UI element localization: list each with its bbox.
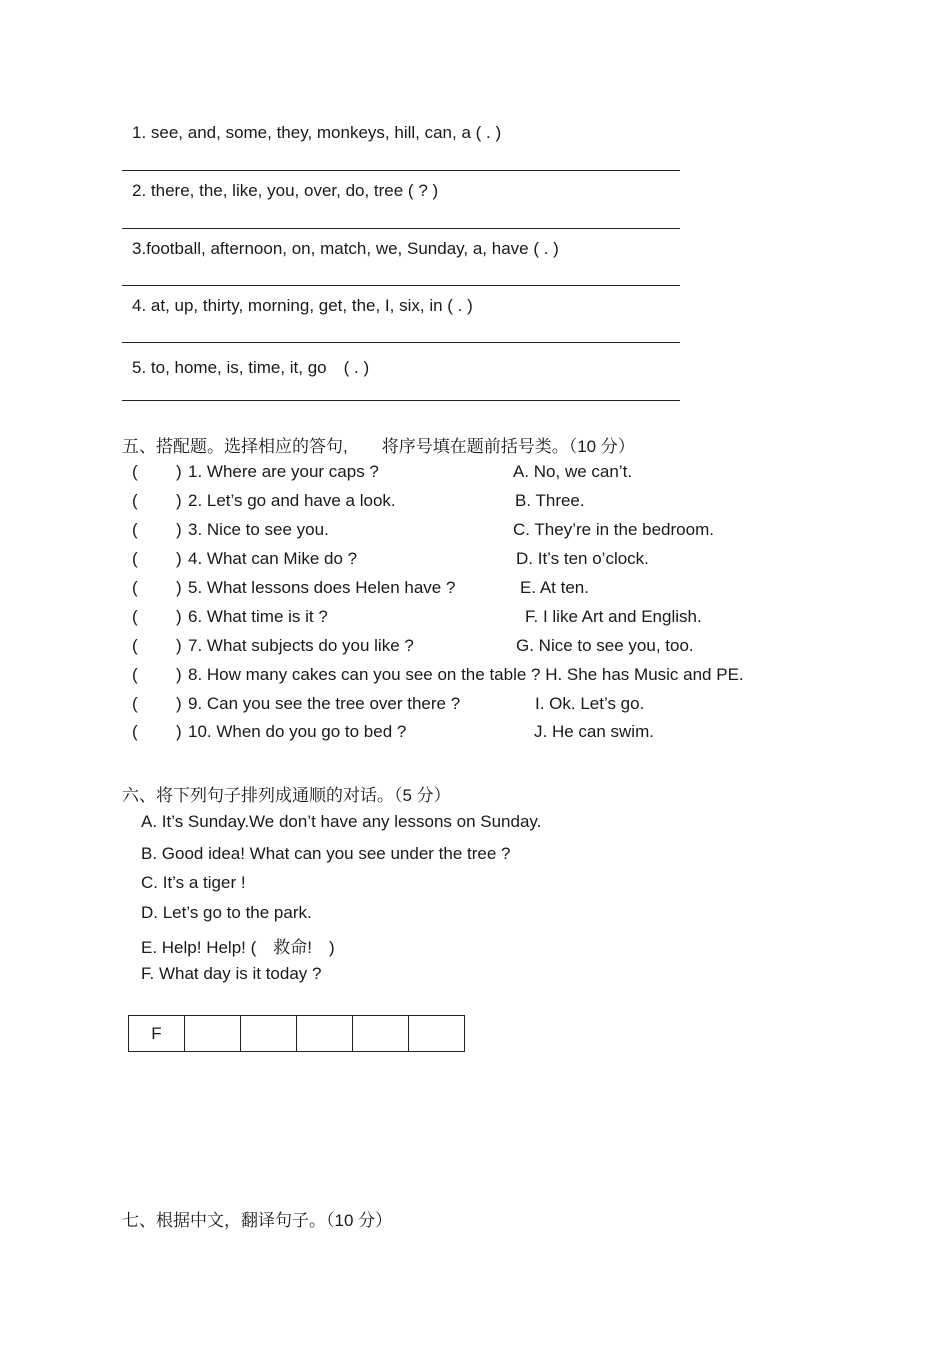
match-answer-e: E. At ten. <box>520 578 589 597</box>
match-answer-j: J. He can swim. <box>534 722 654 741</box>
match-answer-c: C. They’re in the bedroom. <box>513 520 714 539</box>
answer-paren-right: ) <box>176 694 182 713</box>
match-question-9: 9. Can you see the tree over there ? <box>188 694 461 713</box>
match-answer-i: I. Ok. Let’s go. <box>535 694 645 713</box>
answer-line-2[interactable] <box>122 228 680 229</box>
match-answer-f: F. I like Art and English. <box>525 607 702 626</box>
reorder-question-2: 2. there, the, like, you, over, do, tree ( ? ) <box>132 181 439 200</box>
answer-paren-left[interactable]: ( <box>132 607 138 626</box>
answer-paren-right: ) <box>176 578 182 597</box>
answer-paren-left[interactable]: ( <box>132 462 138 481</box>
order-answer-row <box>129 1016 465 1052</box>
answer-paren-right: ) <box>176 491 182 510</box>
match-question-7: 7. What subjects do you like ? <box>188 636 414 655</box>
answer-paren-right: ) <box>176 607 182 626</box>
answer-paren-right: ) <box>176 462 182 481</box>
answer-paren-left[interactable]: ( <box>132 520 138 539</box>
section-7-title: 七、根据中文，翻译句子。（10 分） <box>122 1211 393 1230</box>
answer-line-1[interactable] <box>122 170 680 171</box>
answer-paren-left[interactable]: ( <box>132 694 138 713</box>
match-question-10: 10. When do you go to bed ? <box>188 722 407 741</box>
answer-paren-left[interactable]: ( <box>132 491 138 510</box>
match-question-8: 8. How many cakes can you see on the table ? H. She has Music and PE. <box>188 665 744 684</box>
order-box-3[interactable] <box>241 1016 297 1052</box>
answer-paren-right: ) <box>176 520 182 539</box>
order-box-2[interactable] <box>185 1016 241 1052</box>
dialogue-sentence-d: D. Let’s go to the park. <box>141 903 312 922</box>
answer-line-5[interactable] <box>122 400 680 401</box>
dialogue-sentence-e: E. Help! Help! ( 救命! ) <box>141 938 335 957</box>
match-question-1: 1. Where are your caps ? <box>188 462 379 481</box>
dialogue-sentence-f: F. What day is it today ? <box>141 964 322 983</box>
reorder-question-3: 3.football, afternoon, on, match, we, Sunday, a, have ( . ) <box>132 239 559 258</box>
answer-paren-left[interactable]: ( <box>132 665 138 684</box>
answer-paren-right: ) <box>176 636 182 655</box>
match-question-5: 5. What lessons does Helen have ? <box>188 578 456 597</box>
section-6-title: 六、将下列句子排列成通顺的对话。（5 分） <box>122 786 451 805</box>
answer-paren-left[interactable]: ( <box>132 636 138 655</box>
match-answer-d: D. It’s ten o’clock. <box>516 549 649 568</box>
dialogue-sentence-c: C. It’s a tiger ! <box>141 873 246 892</box>
answer-paren-right: ) <box>176 549 182 568</box>
order-box-5[interactable] <box>353 1016 409 1052</box>
match-answer-b: B. Three. <box>515 491 585 510</box>
match-answer-a: A. No, we can’t. <box>513 462 633 481</box>
reorder-question-5: 5. to, home, is, time, it, go ( . ) <box>132 358 370 377</box>
order-box-1[interactable]: F <box>129 1016 185 1052</box>
order-answer-table <box>128 1015 465 1052</box>
reorder-question-1: 1. see, and, some, they, monkeys, hill, can, a ( . ) <box>132 123 502 142</box>
answer-paren-left[interactable]: ( <box>132 722 138 741</box>
match-question-2: 2. Let’s go and have a look. <box>188 491 396 510</box>
reorder-question-4: 4. at, up, thirty, morning, get, the, I, six, in ( . ) <box>132 296 473 315</box>
dialogue-sentence-b: B. Good idea! What can you see under the tree ? <box>141 844 511 863</box>
answer-line-3[interactable] <box>122 285 680 286</box>
order-box-4[interactable] <box>297 1016 353 1052</box>
match-question-3: 3. Nice to see you. <box>188 520 329 539</box>
answer-line-4[interactable] <box>122 342 680 343</box>
answer-paren-right: ) <box>176 665 182 684</box>
order-box-6[interactable] <box>409 1016 465 1052</box>
match-question-4: 4. What can Mike do ? <box>188 549 358 568</box>
dialogue-sentence-a: A. It’s Sunday.We don’t have any lessons on Sunday. <box>141 812 542 831</box>
answer-paren-left[interactable]: ( <box>132 578 138 597</box>
match-question-6: 6. What time is it ? <box>188 607 328 626</box>
answer-paren-right: ) <box>176 722 182 741</box>
answer-paren-left[interactable]: ( <box>132 549 138 568</box>
match-answer-g: G. Nice to see you, too. <box>516 636 694 655</box>
section-5-title: 五、搭配题。选择相应的答句, 将序号填在题前括号类。（10 分） <box>122 437 635 456</box>
